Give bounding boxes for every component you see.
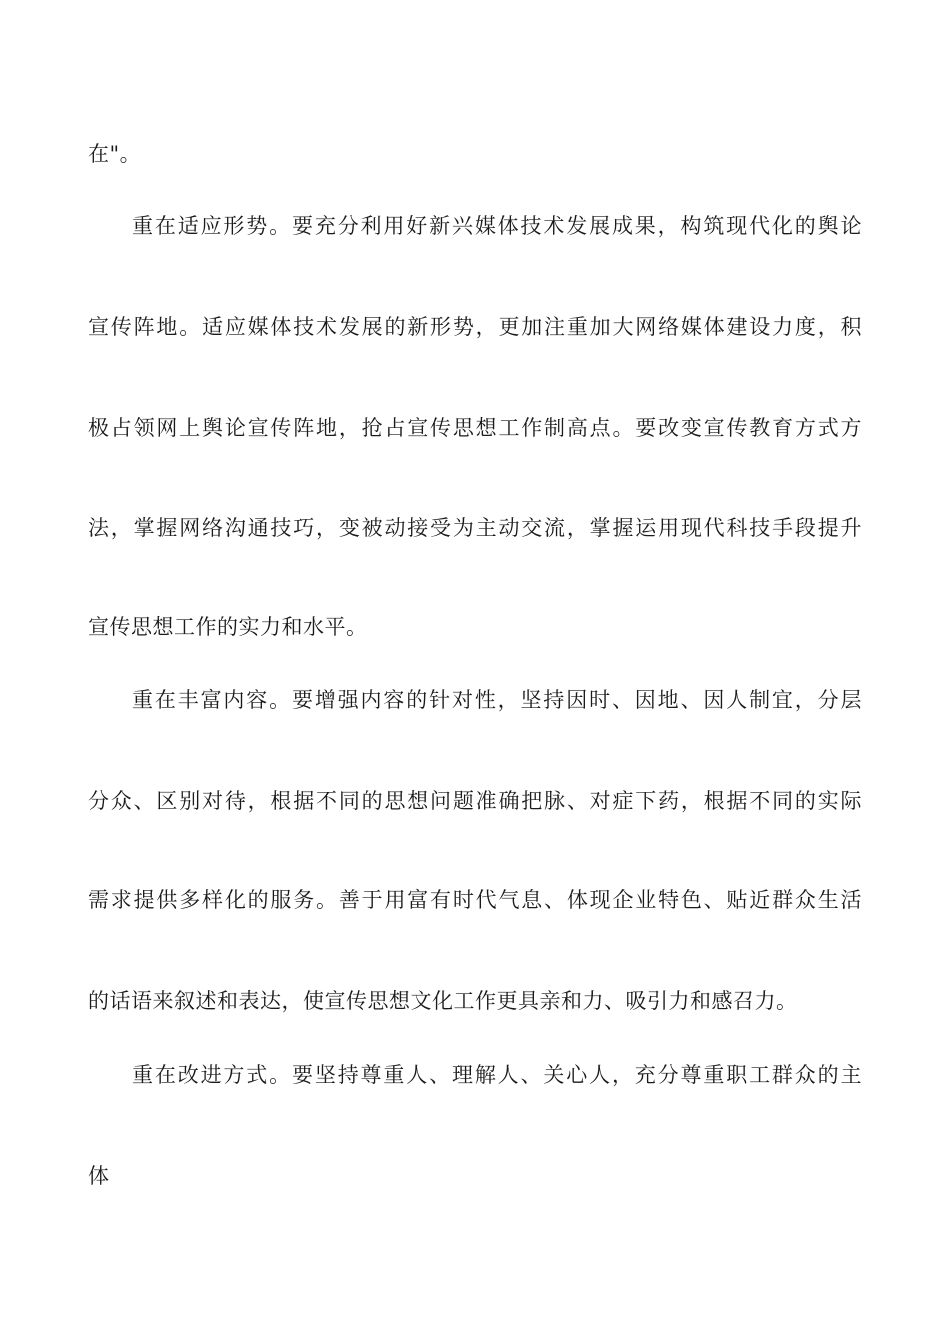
text-line-2: 重在适应形势。要充分利用好新兴媒体技术发展成果，构筑现代化的舆论 [132,214,862,238]
text-line-10: 的话语来叙述和表达，使宣传思想文化工作更具亲和力、吸引力和感召力。 [88,989,798,1013]
text-line-5: 法，掌握网络沟通技巧，变被动接受为主动交流，掌握运用现代科技手段提升 [88,516,862,540]
text-line-3: 宣传阵地。适应媒体技术发展的新形势，更加注重加大网络媒体建设力度，积 [88,315,862,339]
text-line-11: 重在改进方式。要坚持尊重人、理解人、关心人，充分尊重职工群众的主 [132,1063,862,1087]
text-line-12: 体 [88,1164,110,1188]
text-line-4: 极占领网上舆论宣传阵地，抢占宣传思想工作制高点。要改变宣传教育方式方 [88,416,862,440]
text-line-6: 宣传思想工作的实力和水平。 [88,615,368,639]
text-line-8: 分众、区别对待，根据不同的思想问题准确把脉、对症下药，根据不同的实际 [88,789,862,813]
text-line-7: 重在丰富内容。要增强内容的针对性，坚持因时、因地、因人制宜，分层 [132,688,862,712]
text-line-9: 需求提供多样化的服务。善于用富有时代气息、体现企业特色、贴近群众生活 [88,888,862,912]
text-line-1: 在"。 [88,142,142,166]
